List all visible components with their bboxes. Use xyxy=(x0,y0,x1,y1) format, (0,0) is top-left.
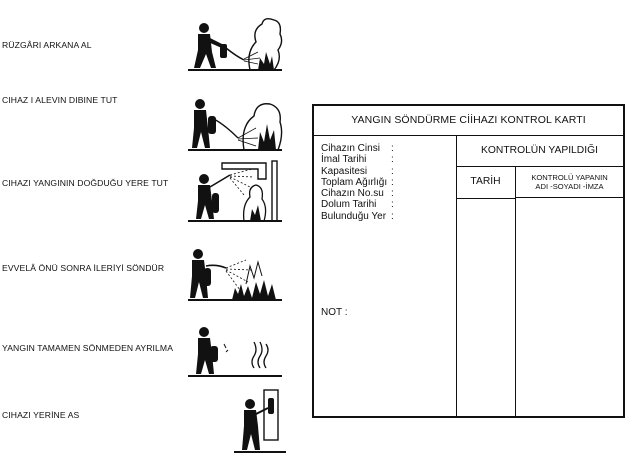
operator-with-wind-at-back-icon xyxy=(186,12,284,74)
field-separator: : xyxy=(391,199,394,211)
field-separator: : xyxy=(391,188,394,200)
field-row xyxy=(321,188,394,199)
field-separator: : xyxy=(391,165,394,177)
inspector-header-line: ADI -SOYADI -İMZA xyxy=(535,182,604,191)
note-label: NOT : xyxy=(321,307,348,318)
field-separator: : xyxy=(391,210,394,222)
instruction-label: CIHAZI YERİNE AS xyxy=(2,410,80,420)
field-row xyxy=(321,154,394,165)
extinguish-front-first-icon xyxy=(186,244,284,304)
control-header: KONTROLÜN YAPILDIĞI xyxy=(456,135,623,167)
field-separator: : xyxy=(391,154,394,166)
stay-until-fire-out-icon xyxy=(186,322,284,380)
column-divider xyxy=(515,198,516,416)
instruction-label: EVVELÂ ÖNÜ SONRA İLERİYİ SÖNDÜR xyxy=(2,263,165,273)
date-column-header: TARİH xyxy=(456,166,516,199)
field-label: Bulunduğu Yer xyxy=(321,210,387,222)
aim-at-base-of-flames-icon xyxy=(186,94,284,154)
field-row xyxy=(321,143,394,154)
field-separator: : xyxy=(391,143,394,154)
card-title: YANGIN SÖNDÜRME CİİHAZI KONTROL KARTI xyxy=(314,106,623,136)
field-label: Cihazın No.su xyxy=(321,188,384,200)
instruction-label: CIHAZI YANGININ DOĞDUĞU YERE TUT xyxy=(2,178,169,188)
instruction-label: RÜZGÂRI ARKANA AL xyxy=(2,40,92,50)
hang-extinguisher-back-icon xyxy=(232,384,288,456)
field-label: Toplam Ağırlığı xyxy=(321,176,388,188)
inspector-header-line: KONTROLÜ YAPANIN xyxy=(531,173,608,182)
field-label: Cihazın Cinsi xyxy=(321,143,380,154)
field-row xyxy=(321,177,394,188)
field-row xyxy=(321,199,394,210)
field-label: Dolum Tarihi xyxy=(321,199,377,211)
field-separator: : xyxy=(391,176,394,188)
instruction-label: CIHAZ I ALEVIN DIBINE TUT xyxy=(2,95,118,105)
field-label: İmal Tarihi xyxy=(321,154,367,166)
field-label: Kapasitesi xyxy=(321,165,368,177)
card-fields xyxy=(321,143,394,222)
inspector-column-header xyxy=(516,166,623,198)
card-fields-column xyxy=(314,135,457,416)
field-row xyxy=(321,166,394,177)
instruction-label: YANGIN TAMAMEN SÖNMEDEN AYRILMA xyxy=(2,343,174,353)
extinguisher-control-card xyxy=(312,104,625,418)
aim-at-fire-source-icon xyxy=(186,157,284,225)
field-row xyxy=(321,211,394,222)
